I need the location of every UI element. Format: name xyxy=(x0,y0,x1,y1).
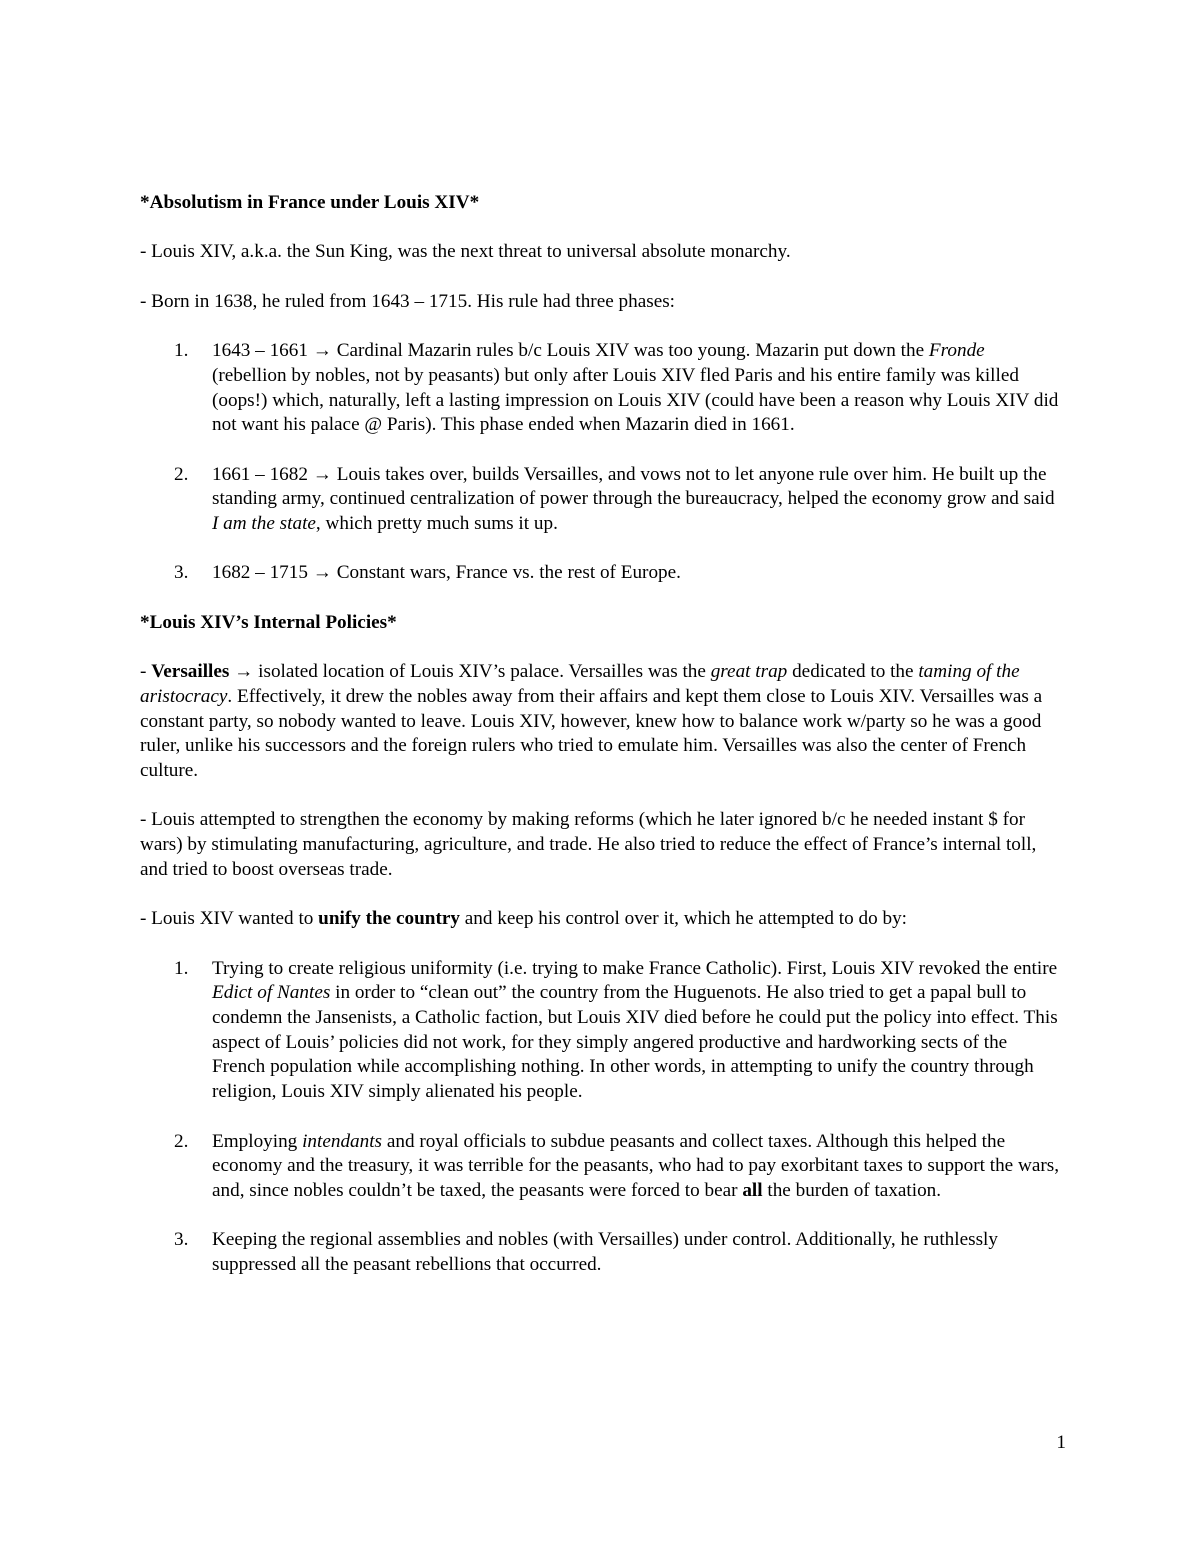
list-item xyxy=(140,463,1060,537)
paragraph-text: dedicated to the xyxy=(787,661,919,683)
paragraph-economy: - Louis attempted to strengthen the economy by making reforms (which he later ignored b/c he needed instant $ for wars) by stimulating manufacturing, agriculture, and trade. He also tried to reduce the effect of France’s internal toll, and tried to boost overseas trade. xyxy=(140,809,1037,880)
list-item xyxy=(140,561,1060,586)
list-item xyxy=(140,1228,1060,1277)
list-italic-term: Edict of Nantes xyxy=(212,982,331,1004)
list-text: Trying to create religious uniformity (i.e. trying to make France Catholic). First, Louis XIV revoked the entire xyxy=(212,957,1058,979)
phases-list xyxy=(140,339,1060,586)
list-item xyxy=(140,339,1060,438)
paragraph-versailles xyxy=(140,660,1060,784)
list-number: 1. xyxy=(174,957,189,979)
paragraph-text: and keep his control over it, which he attempted to do by: xyxy=(459,908,908,930)
list-number: 2. xyxy=(174,463,189,485)
paragraph-text: . Effectively, it drew the nobles away from their affairs and kept them close to Louis XIV. Versailles was a constant party, so nobody wanted to leave. Louis XIV, however, knew how to balance work w/party so he was a good ruler, unlike his successors and the foreign rulers who tried to emulate him. Versailles was also the center of French culture. xyxy=(140,685,1043,782)
list-number: 3. xyxy=(174,562,189,584)
list-number: 2. xyxy=(174,1130,189,1152)
paragraph-unify xyxy=(140,907,1060,932)
list-text: and royal officials to subdue peasants and collect taxes. Although this helped the economy and the treasury, it was terrible for the peasants, who had to pay exorbitant taxes to support the wars, and, since nobles couldn’t be taxed, the peasants were forced to bear xyxy=(212,1130,1060,1201)
paragraph-born: - Born in 1638, he ruled from 1643 – 1715. His rule had three phases: xyxy=(140,290,676,312)
page-number: 1 xyxy=(1056,1432,1066,1453)
list-text: in order to “clean out” the country from the Huguenots. He also tried to get a papal bull to condemn the Jansenists, a Catholic faction, but Louis XIV died before he could put the policy into effect. This aspect of Louis’ policies did not work, for they simply angered productive and hardworking sects of the French population while accomplishing nothing. In other words, in attempting to unify the country through religion, Louis XIV simply alienated his people. xyxy=(212,982,1058,1103)
paragraph-text: → isolated location of Louis XIV’s palace. Versailles was the xyxy=(229,661,711,683)
list-text: Employing xyxy=(212,1130,303,1152)
list-text: , which pretty much sums it up. xyxy=(315,513,558,535)
list-italic-term: Fronde xyxy=(928,340,985,362)
paragraph-dash: - xyxy=(140,661,152,683)
list-text: 1661 – 1682 → Louis takes over, builds Versailles, and vows not to let anyone rule over him. He built up the standing army, continued centralization of power through the bureaucracy, helped the economy grow and said xyxy=(212,463,1055,510)
list-number: 1. xyxy=(174,340,189,362)
list-text: the burden of taxation. xyxy=(762,1179,942,1201)
list-number: 3. xyxy=(174,1229,189,1251)
paragraph-text: - Louis XIV wanted to xyxy=(140,908,319,930)
paragraph-sun-king: - Louis XIV, a.k.a. the Sun King, was the next threat to universal absolute monarchy. xyxy=(140,241,791,263)
list-bold-term: all xyxy=(742,1179,763,1201)
list-italic-term: I am the state xyxy=(212,513,316,535)
italic-term: great trap xyxy=(710,661,788,683)
list-item xyxy=(140,957,1060,1105)
list-text: (rebellion by nobles, not by peasants) but only after Louis XIV fled Paris and his entire family was killed (oops!) which, naturally, left a lasting impression on Louis XIV (could have been a reason why Louis XIV did not want his palace @ Paris). This phase ended when Mazarin died in 1661. xyxy=(212,364,1059,436)
document-page xyxy=(140,191,1060,1278)
methods-list xyxy=(140,957,1060,1278)
bold-term: unify the country xyxy=(318,908,460,930)
list-text: Keeping the regional assemblies and nobles (with Versailles) under control. Additionally, he ruthlessly suppressed all the peasant rebellions that occurred. xyxy=(212,1229,998,1276)
italic-term: taming of the aristocracy xyxy=(140,661,1020,707)
list-italic-term: intendants xyxy=(302,1130,383,1152)
list-text: 1682 – 1715 → Constant wars, France vs. the rest of Europe. xyxy=(212,562,681,584)
list-text: 1643 – 1661 → Cardinal Mazarin rules b/c Louis XIV was too young. Mazarin put down the xyxy=(212,340,929,362)
bold-term: Versailles xyxy=(151,661,230,683)
section-heading-absolutism: *Absolutism in France under Louis XIV* xyxy=(140,192,480,213)
section-heading-internal-policies: *Louis XIV’s Internal Policies* xyxy=(140,611,397,633)
list-item xyxy=(140,1130,1060,1204)
